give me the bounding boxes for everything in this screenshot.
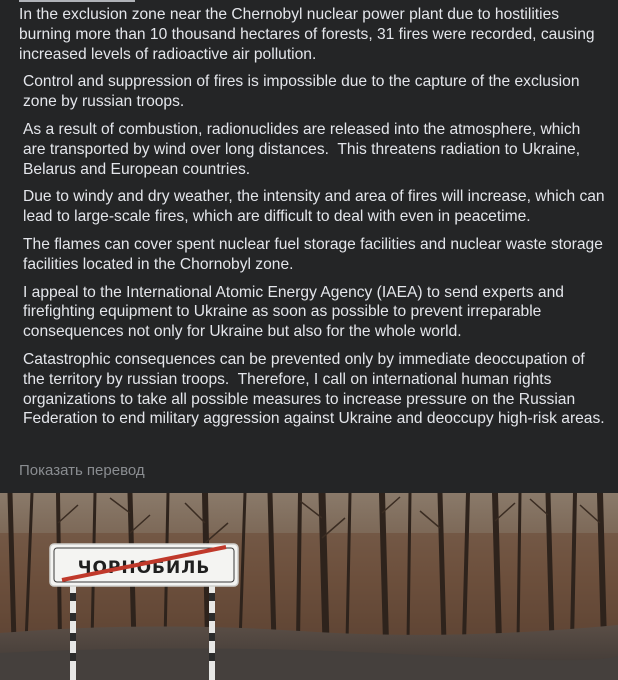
post-paragraph: Due to windy and dry weather, the intensity and area of fires will increase, which can lead to large-scale fires, which are difficult to deal with even in peacetime.	[23, 188, 609, 226]
road-sign-text: ЧОРНОБИЛЬ	[77, 558, 211, 578]
post-paragraph: Catastrophic consequences can be prevented only by immediate deoccupation of the territory by russian troops. Therefore, I call on international human rights organizations to take all possible measures to increase pressure on the Russian Federation to end military aggression against Ukraine and deoccupy high-risk areas.	[23, 350, 605, 428]
post-text	[19, 5, 607, 437]
show-translation-link[interactable]: Показать перевод	[19, 462, 145, 479]
divider	[19, 0, 135, 2]
burned-forest-image	[0, 493, 618, 680]
post-paragraph: I appeal to the International Atomic Energy Agency (IAEA) to send experts and firefighting equipment to Ukraine as soon as possible to prevent irreparable consequences not only for Ukraine but also for the whole world.	[23, 283, 569, 341]
post-photo[interactable]	[0, 493, 618, 680]
post-paragraph: Control and suppression of fires is impossible due to the capture of the exclusion zone by russian troops.	[23, 73, 584, 111]
post-paragraph: In the exclusion zone near the Chernobyl nuclear power plant due to hostilities burning more than 10 thousand hectares of forests, 31 fires were recorded, causing increased levels of radioactive air pollution.	[19, 6, 599, 63]
post-paragraph: The flames can cover spent nuclear fuel storage facilities and nuclear waste storage facilities located in the Chornobyl zone.	[23, 235, 608, 273]
post-paragraph: As a result of combustion, radionuclides are released into the atmosphere, which are transported by wind over long distances. This threatens radiation to Ukraine, Belarus and European countries.	[23, 120, 585, 178]
